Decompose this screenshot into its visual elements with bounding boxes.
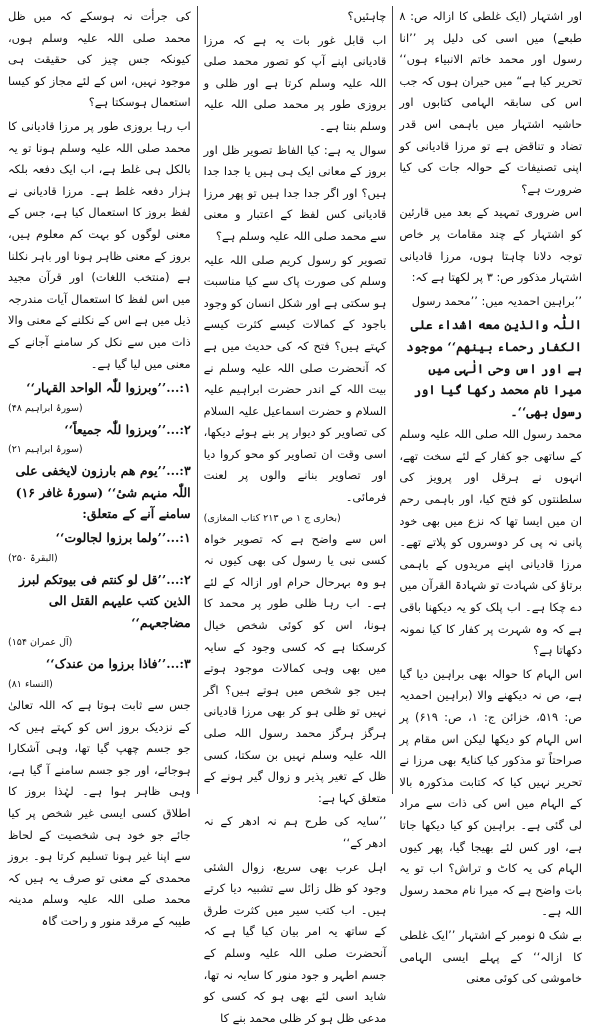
citation: (آل عمران ۱۵۴)	[7, 637, 73, 649]
paragraph: جس سے ثابت ہوتا ہے کہ اللہ تعالیٰ کے نزدیک بروز اس کو کہتے ہیں کہ جو جسم چھپ گیا تھا، وہی آشکارا ہوجائے، اور جو جسم سامنے آ گیا ہے، وہی ظاہر ہوا ہے۔ لہٰذا بروز کا اطلاق کسی ایسی غیر شخص پر کیا جائے جو خود ہی شخصیت کے لحاظ سے اپنا غیر ہونا تسلیم کرتا ہو۔ بروز محمدی کے معنی تو صرف یہ ہیں کہ محمد صلی اللہ علیہ وسلم مدینہ طیبہ کے مرقد منور و راحت گاہ	[7, 698, 191, 928]
arabic-verse: ۳:...’’یوم ھم بارزون لایخفی علی اللّٰہ منہم شیٔ‘‘ (سورۂ غافر ۱۶) سامنے آنے کے متعلق:	[15, 463, 191, 522]
paragraph: اب قابل غور بات یہ ہے کہ مرزا قادیانی اپنے آپ کو تصور محمد صلی اللہ علیہ وسلم کرتا ہے اور ظلی و بروزی طور پر محمد صلی اللہ علیہ وسلم بنتا ہے۔	[203, 32, 387, 133]
column-left	[7, 6, 191, 928]
paragraph: تصویر کو رسول کریم صلی اللہ علیہ وسلم کی صورت پاک سے کیا مناسبت ہو سکتی ہے اور شکل انسان کو وجود باجود کے کمالات کیسے کثرت کیسے کہتے ہیں؟ فتح کہ کی حدیث میں ہے کہ آنحضرت صلی اللہ علیہ وسلم نے بیت اللہ کے اندر حضرت ابراہیم علیہ السلام و حضرت اسماعیل علیہ السلام کی تصاویر کو دیوار پر بنے ہوئے دیکھا، اسی وقت ان تصاویر کو محو کروا دیا اور تصاویر بنانے والوں پر لعنت فرمائی۔	[203, 252, 387, 505]
paragraph: چاہئیں؟	[347, 9, 387, 23]
citation: (سورۂ ابراہیم ۲۱)	[7, 444, 83, 456]
paragraph: محمد رسول اللہ صلی اللہ علیہ وسلم کے ساتھی جو کفار کے لئے سخت تھے، انہوں نے ہرقل اور پرویز کی سلطنتوں کو فتح کیا، اور باہمی رحم ان میں ایسا تھا کہ نزع میں بھی خود پانی نہ پی کر دوسروں کو پلاتے تھے۔ مرزا قادیانی اپنے مریدوں کے باہمی برتاؤ کی شہادت تو شہادۃ القرآن میں دے چکا ہے۔ اب پلک کو یہ دیکھنا باقی ہے کہ وہ شہرت پر کفار کا کیا نمونہ دکھاتا ہے؟	[399, 427, 582, 658]
arabic-verse: ۳:...’’فاذا برزوا من عندک‘‘	[45, 656, 191, 672]
arabic-verse: ۲:...’’قل لو کنتم فی بیوتکم لبرز الذین کتب علیہم القتل الی مضاجعہم‘‘	[18, 571, 191, 630]
paragraph: اہل عرب بھی سریع، زوال الشئی وجود کو ظل زائل سے تشبیہ دیا کرتے ہیں۔ اب کتب سیر میں کثرت طرق کے ساتھ یہ امر بیان کیا گیا ہے کہ آنحضرت صلی اللہ علیہ وسلم کے جسم اطہر و جود منور کا سایہ نہ تھا، شاید اسی لئے بھی ہو کہ کسی کو مدعی ظل ہو کر ظلی محمد بنے کا	[203, 859, 387, 1025]
citation: (بخاری ج ۱ ص ۲۱۳ کتاب المغازی)	[203, 512, 341, 524]
paragraph: ’’براہین احمدیہ میں: ’’محمد رسول	[411, 293, 582, 308]
citation: (البقرۃ ۲۵۰)	[7, 552, 58, 564]
arabic-quote: اللّٰہ والذین معه اشداء علی الکفار رحماء بینهم‘‘ موجود ہے اور اس وحی الٰہی میں میرا نام محمد رکھا گیا اور رسول بھی‘‘۔	[406, 317, 582, 419]
arabic-verse: ۱:...’’وبرزوا للّٰہ الواحد القہار‘‘	[26, 380, 191, 396]
paragraph: اس سے واضح ہے کہ تصویر خواہ کسی نبی یا رسول کی بھی کیوں نہ ہو وہ بہرحال حرام اور ازالہ کے لئے ہے۔ اب رہا ظلی طور پر محمد کا ہونا، اس کو کوئی شخص خیال کرسکتا ہے کہ کسی وجود کے سایہ میں بھی وہی کمالات موجود ہوتے ہیں جو شخص میں ہوتے ہیں؟ اگر نہیں تو ظلی ہو کر بھی مرزا قادیانی ہرگز ہرگز محمد رسول اللہ صلی اللہ علیہ وسلم نہیں بن سکتا، کسی ظل کے تغیر پذیر و زوال گیر ہونے کے متعلق کہا ہے:	[203, 531, 387, 805]
paragraph: اس ضروری تمہید کے بعد میں قارئین کو اشتہار کے چند مقامات پر خاص توجہ دلانا چاہتا ہوں، مرزا قادیانی اشتہار مذکور ص: ۳ پر لکھتا ہے کہ:	[399, 205, 582, 285]
column-divider	[197, 6, 198, 794]
paragraph: بے شک ۵ نومبر کے اشتہار ’’ایک غلطی کا ازالہ‘‘ کے پہلے ایسی الہامی خاموشی کی کوئی معنی	[399, 927, 582, 986]
column-right	[399, 6, 583, 986]
citation: (سورۂ ابراہیم ۴۸)	[7, 402, 83, 414]
paragraph: کی جرأت نہ ہوسکے کہ میں ظل محمد صلی اللہ علیہ وسلم ہوں، کیونکہ جس چیز کی حقیقت ہی موجود نہیں، اس کے لئے مجاز کو کیسا استعمال ہوسکتا ہے؟	[7, 9, 191, 110]
paragraph: اور اشتہار (ایک غلطی کا ازالہ ص: ۸ طبعے) میں اسی کی دلیل پر ’’انا رسول اور محمد خاتم الانبیاء ہوں‘‘ تحریر کیا ہے“ میں حیران ہوں کہ جب اس کی سابقہ الہامی کتابوں اور حاشیہ اشتہار میں باہمی اس قدر تضاد و تناقض ہے تو مرزا قادیانی کو اپنی تصنیفات کے حوالہ جات کی کیا ضرورت ہے؟	[399, 9, 582, 196]
arabic-verse: ۲:...’’وبرزوا للّٰہ جمیعاً‘‘	[64, 421, 191, 437]
paragraph: ’’سایہ کی طرح ہم نہ ادھر کے نہ ادھر کے‘‘	[203, 814, 387, 850]
paragraph: اب رہا بروزی طور پر مرزا قادیانی کا محمد صلی اللہ علیہ وسلم ہونا تو یہ بالکل ہی غلط ہے، اب ایک دفعہ بلکہ ہزار دفعہ غلط ہے۔ مرزا قادیانی نے لفظ بروز کا استعمال کیا ہے، جس کے معنی لوگوں کو بہت کم معلوم ہیں، بروز کے معنی ظاہر ہونا اور باہر نکلنا ہے (منتخب اللغات) اور قرآن مجید میں اس لفظ کا استعمال آیات مندرجہ ذیل میں ہے اس کے نکلنے کے معنی والا ذات میں سے نکل کر سامنے آجانے کے معنی میں لیا گیا ہے۔	[7, 118, 191, 371]
paragraph: اس الہام کا حوالہ بھی براہین دیا گیا ہے، ص نہ دیکھنے والا (براہین احمدیہ ص: ۵۱۹، خزائن ج: ۱، ص: ۶۱۹) پر اس الہام کو دیکھا لیکن اس مقام پر صراحتاً تو مذکور کیا کنایۃً بھی مرزا نے تحریر نہیں کیا کہ کتابت مذکورہ بالا کے الہام میں اس کی ذات سے مراد لی گئی ہے۔ براہین کو کیا دیکھا جاتا ہے، اور کس لئے بھیجا گیا، پھر کیوں الہام کی یہ کاٹ و تراش؟ اب تو یہ بات واضح ہے کہ میرا نام محمد رسول اللہ ہے۔	[399, 666, 583, 919]
arabic-verse: ۱:...’’ولما برزوا لجالوت‘‘	[55, 530, 191, 546]
column-middle	[203, 6, 387, 1025]
citation: (النساء ۸۱)	[7, 679, 53, 691]
column-divider	[392, 6, 393, 794]
paragraph: سوال یہ ہے: کیا الفاظ تصویر ظل اور بروز کے معانی ایک ہی ہیں یا جدا جدا ہیں؟ اور اگر جدا جدا ہیں تو پھر مرزا قادیانی کس لفظ کے اعتبار و معنی سے محمد صلی اللہ علیہ وسلم ہے؟	[203, 142, 387, 243]
